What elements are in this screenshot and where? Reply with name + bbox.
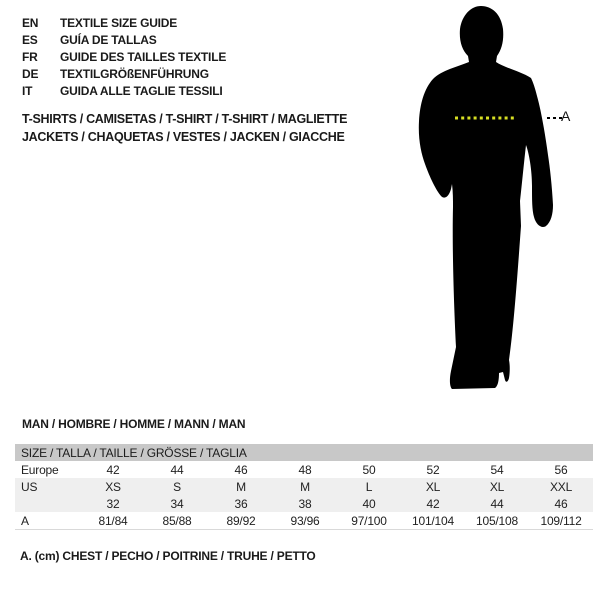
size-cell: 36: [234, 496, 248, 511]
table-row-europe: [15, 461, 593, 478]
table-row-numeric: [15, 495, 593, 512]
language-row: [22, 65, 226, 82]
language-code: ES: [22, 32, 38, 47]
size-cell: 50: [362, 462, 376, 477]
language-label: GUÍA DE TALLAS: [60, 32, 157, 47]
row-label: A: [21, 513, 29, 528]
language-label: TEXTILGRÖßENFÜHRUNG: [60, 66, 209, 81]
measure-label-a: A: [561, 108, 571, 124]
language-list: [22, 14, 226, 99]
size-cell: 105/108: [476, 513, 518, 528]
size-cell: 52: [426, 462, 440, 477]
size-cell: 46: [554, 496, 568, 511]
language-row: [22, 48, 226, 65]
language-code: EN: [22, 15, 39, 30]
language-code: DE: [22, 66, 39, 81]
size-cell: 85/88: [162, 513, 192, 528]
size-cell: 97/100: [351, 513, 387, 528]
size-cell: 38: [298, 496, 312, 511]
row-label: Europe: [21, 462, 59, 477]
size-cell: 42: [106, 462, 120, 477]
size-cell: 40: [362, 496, 376, 511]
language-code: IT: [22, 83, 33, 98]
table-row-chest: [15, 512, 593, 530]
section-title-man: MAN / HOMBRE / HOMME / MANN / MAN: [22, 417, 246, 431]
row-label: US: [21, 479, 38, 494]
size-cell: 46: [234, 462, 248, 477]
size-cell: 93/96: [290, 513, 320, 528]
category-lines: [22, 110, 347, 146]
language-label: TEXTILE SIZE GUIDE: [60, 15, 178, 30]
size-cell: XL: [489, 479, 505, 494]
measurement-footnote: A. (cm) CHEST / PECHO / POITRINE / TRUHE / PETTO: [20, 549, 316, 563]
size-cell: 56: [554, 462, 568, 477]
language-row: [22, 14, 226, 31]
size-cell: 54: [490, 462, 504, 477]
size-cell: M: [300, 479, 310, 494]
category-line-tshirts: T-SHIRTS / CAMISETAS / T-SHIRT / T-SHIRT / MAGLIETTE: [22, 112, 348, 126]
language-row: [22, 82, 226, 99]
size-cell: M: [236, 479, 246, 494]
size-cell: XS: [105, 479, 121, 494]
man-silhouette: [405, 0, 600, 400]
size-cell: 42: [426, 496, 440, 511]
size-cell: 81/84: [98, 513, 128, 528]
table-row-us: [15, 478, 593, 495]
size-cell: XL: [425, 479, 441, 494]
language-label: GUIDA ALLE TAGLIE TESSILI: [60, 83, 223, 98]
category-line-jackets: JACKETS / CHAQUETAS / VESTES / JACKEN / GIACCHE: [22, 130, 345, 144]
size-cell: 34: [170, 496, 184, 511]
size-table: [15, 444, 593, 530]
size-cell: 109/112: [540, 513, 582, 528]
size-cell: 44: [170, 462, 184, 477]
size-cell: 89/92: [226, 513, 256, 528]
size-cell: XXL: [549, 479, 573, 494]
row-label: [15, 495, 81, 512]
language-row: [22, 31, 226, 48]
language-code: FR: [22, 49, 38, 64]
table-header-row: [15, 444, 593, 461]
size-cell: L: [365, 479, 373, 494]
size-cell: 48: [298, 462, 312, 477]
size-cell: S: [173, 479, 181, 494]
size-cell: 101/104: [412, 513, 454, 528]
language-label: GUIDE DES TAILLES TEXTILE: [60, 49, 227, 64]
size-cell: 44: [490, 496, 504, 511]
size-cell: 32: [106, 496, 120, 511]
size-table-header: SIZE / TALLA / TAILLE / GRÖSSE / TAGLIA: [15, 444, 593, 461]
man-silhouette-shape: [419, 6, 553, 389]
